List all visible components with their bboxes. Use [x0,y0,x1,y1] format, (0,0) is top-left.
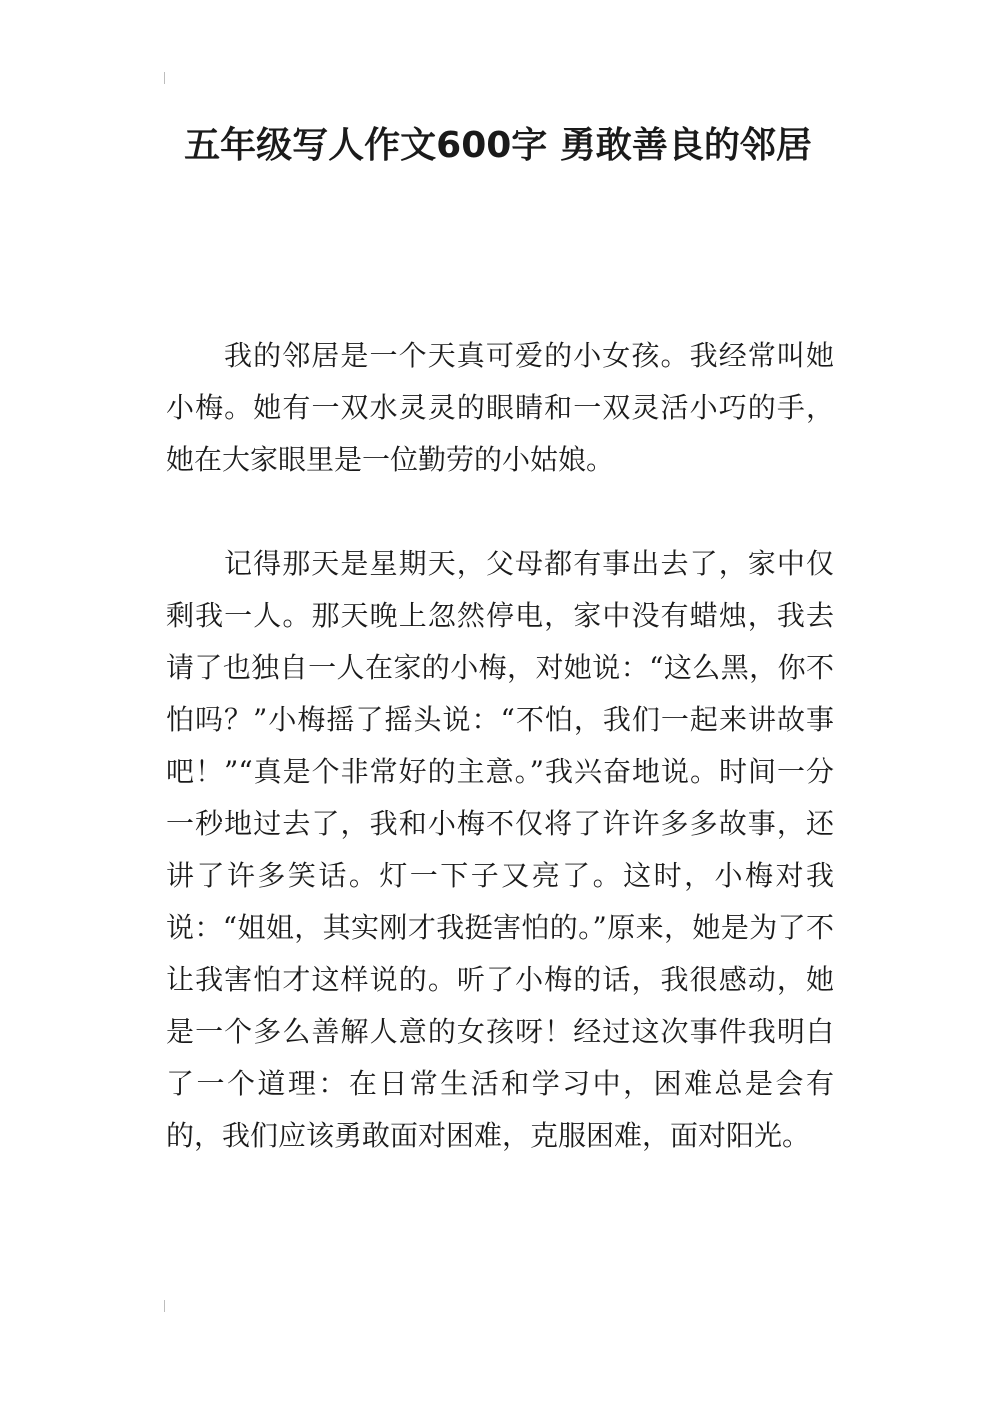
page-corner-mark-top [164,72,165,84]
essay-body [166,330,834,1214]
essay-paragraph-1: 我的邻居是一个天真可爱的小女孩。我经常叫她小梅。她有一双水灵灵的眼睛和一双灵活小巧的手，她在大家眼里是一位勤劳的小姑娘。 [166,339,834,476]
page-corner-mark-bottom [164,1300,165,1312]
essay-paragraph-2: 记得那天是星期天，父母都有事出去了，家中仅剩我一人。那天晚上忽然停电，家中没有蜡烛，我去请了也独自一人在家的小梅，对她说：“这么黑，你不怕吗？”小梅摇了摇头说：“不怕，我们一起来讲故事吧！”“真是个非常好的主意。”我兴奋地说。时间一分一秒地过去了，我和小梅不仅将了许许多多故事，还讲了许多笑话。灯一下子又亮了。这时，小梅对我说：“姐姐，其实刚才我挺害怕的。”原来，她是为了不让我害怕才这样说的。听了小梅的话，我很感动，她是一个多么善解人意的女孩呀！经过这次事件我明白了一个道理：在日常生活和学习中，困难总是会有的，我们应该勇敢面对困难，克服困难，面对阳光。 [166,547,834,1152]
essay-title: 五年级写人作文600字 勇敢善良的邻居 [184,125,812,166]
